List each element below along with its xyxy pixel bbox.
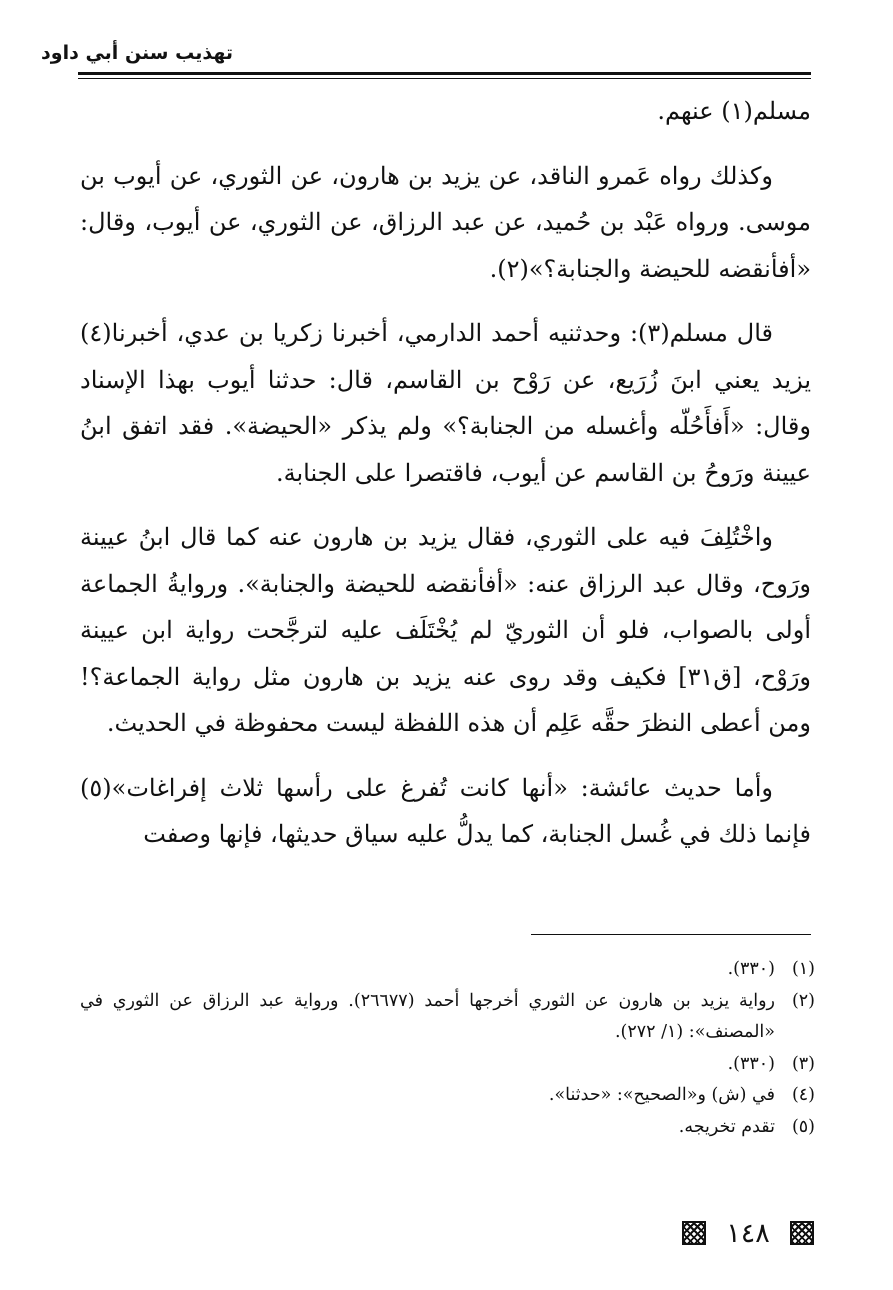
footnote-number: (١) xyxy=(791,959,815,979)
footnotes xyxy=(80,954,815,1143)
footnote-item xyxy=(80,986,815,1049)
footnote-item xyxy=(80,1049,815,1081)
ornament-icon xyxy=(790,1221,814,1245)
page-number: ١٤٨ xyxy=(726,1217,770,1249)
footnote-item xyxy=(80,954,815,986)
paragraph: واخْتُلِفَ فيه على الثوري، فقال يزيد بن هارون عنه كما قال ابنُ عيينة ورَوح، وقال عبد الرزاق عنه: «أفأنقضه للحيضة والجنابة». وروايةُ الجماعة أولى بالصواب، فلو أن الثوريّ لم يُخْتَلَف عليه لترجَّحت رواية ابن عيينة ورَوْح، [ق٣١] فكيف وقد روى عنه يزيد بن هارون مثل رواية الجماعة؟! ومن أعطى النظرَ حقَّه عَلِم أن هذه اللفظة ليست محفوظة في الحديث. xyxy=(80,523,812,737)
footnote-text: (٣٣٠). xyxy=(727,1053,775,1074)
footnote-number: (٤) xyxy=(791,1085,815,1105)
footnote-item xyxy=(80,1112,815,1144)
footnote-text: في (ش) و«الصحيح»: «حدثنا». xyxy=(548,1085,775,1105)
footnote-text: (٣٣٠). xyxy=(727,959,775,979)
footnote-text: رواية يزيد بن هارون عن الثوري أخرجها أحمد (٢٦٦٧٧). ورواية عبد الرزاق عن الثوري في «المصنف»: (١/ ٢٧٢). xyxy=(80,990,776,1042)
header-rule xyxy=(78,72,811,75)
page-number-block xyxy=(682,1215,814,1251)
ornament-icon xyxy=(682,1221,706,1245)
main-text xyxy=(80,88,811,876)
footnote-text: تقدم تخريجه. xyxy=(678,1116,775,1137)
paragraph: قال مسلم(٣): وحدثنيه أحمد الدارمي، أخبرنا زكريا بن عدي، أخبرنا(٤) يزيد يعني ابنَ زُرَيع، عن رَوْح بن القاسم، قال: حدثنا أيوب بهذا الإسناد وقال: «أَفأَحُلّه وأغسله من الجنابة؟» ولم يذكر «الحيضة». فقد اتفق ابنُ عيينة ورَوحُ بن القاسم عن أيوب، فاقتصرا على الجنابة. xyxy=(80,319,811,487)
running-header-title: تهذيب سنن أبي داود xyxy=(41,42,233,64)
paragraph: مسلم(١) عنهم. xyxy=(657,97,811,125)
footnote-separator xyxy=(531,934,811,935)
header-rule-thin xyxy=(78,78,811,79)
paragraph: وأما حديث عائشة: «أنها كانت تُفرغ على رأسها ثلاث إفراغات»(٥) فإنما ذلك في غُسل الجنابة، كما يدلُّ عليه سياق حديثها، فإنها وصفت xyxy=(80,773,811,848)
footnote-number: (٥) xyxy=(791,1116,815,1137)
paragraph: وكذلك رواه عَمرو الناقد، عن يزيد بن هارون، عن الثوري، عن أيوب بن موسى. ورواه عَبْد بن حُميد، عن عبد الرزاق، عن الثوري، عن أيوب، وقال: «أفأنقضه للحيضة والجنابة؟»(٢). xyxy=(80,161,811,283)
footnote-number: (٢) xyxy=(791,990,815,1011)
footnote-number: (٣) xyxy=(791,1053,815,1074)
footnote-item xyxy=(80,1080,815,1112)
